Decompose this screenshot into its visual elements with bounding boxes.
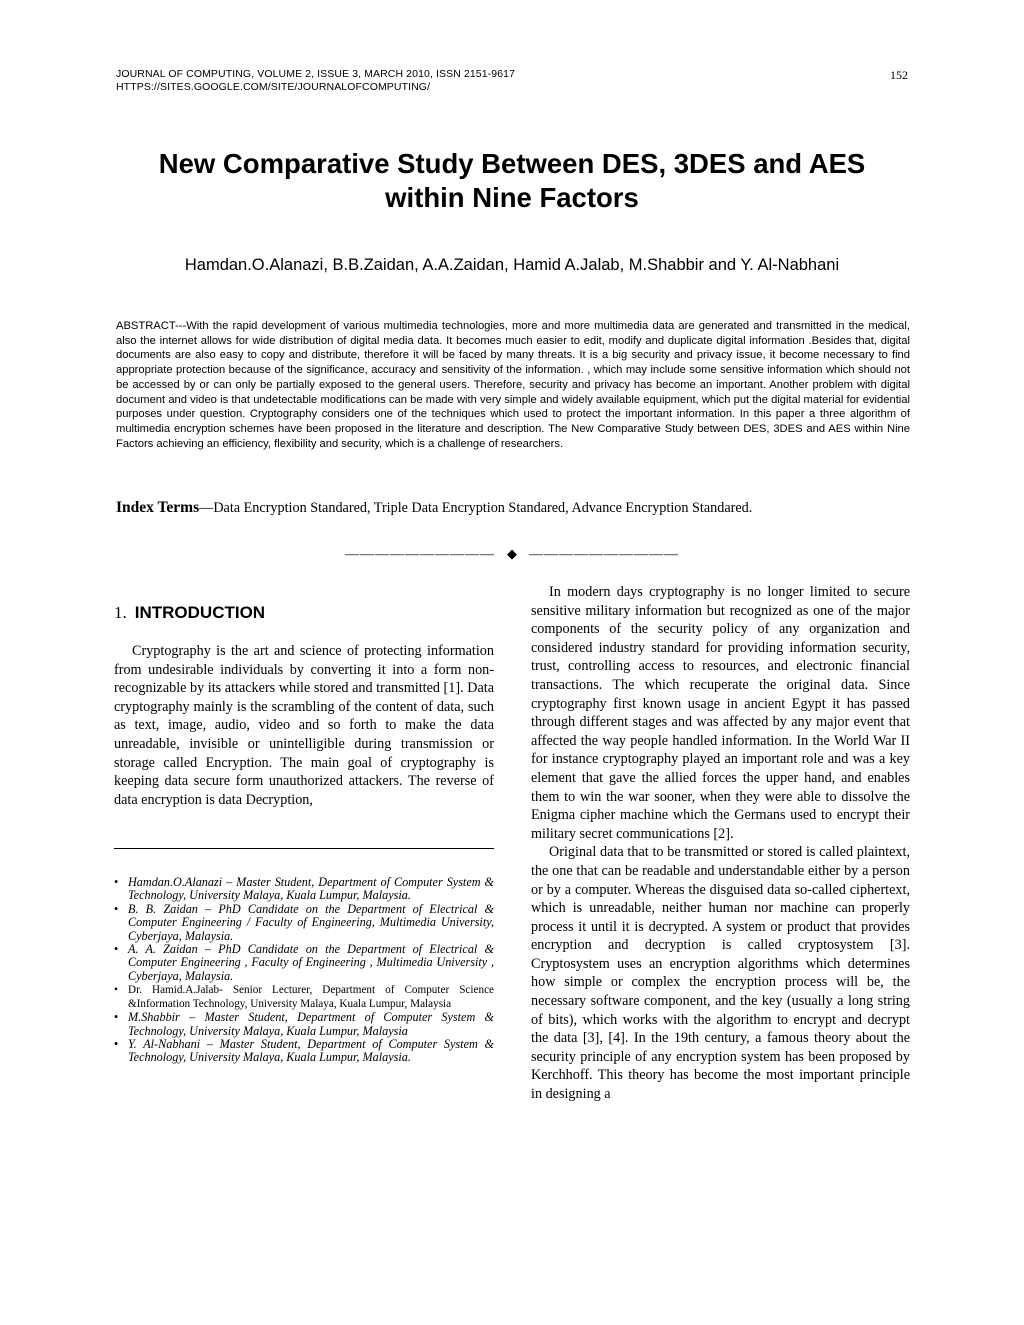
body-paragraph: Original data that to be transmitted or stored is called plaintext, the one that can be readable and understandable either by a person or by a computer. Whereas the disguised data so-called ciphertext, which is unreadable, neither human nor machine can properly process it until it is decrypted. A system or product that provides encryption and decryption is called cryptosystem [3]. Cryptosystem uses an encryption algorithms which determines how simple or complex the encryption process will be, the necessary software component, and the key (usually a long string of bits), which works with the algorithm to encrypt and decrypt the data [3], [4]. In the 19th century, a famous theory about the security principle of any encryption system has been proposed by Kerchhoff. This theory has become the most important principle in designing a [531, 844, 910, 1103]
affiliation-item: • M.Shabbir – Master Student, Department of Computer System & Technology, University Malaya, Kuala Lumpur, Malaysia [114, 1011, 494, 1038]
section-separator [116, 546, 908, 563]
paper-title [116, 147, 908, 215]
journal-url[interactable]: HTTPS://SITES.GOOGLE.COM/SITE/JOURNALOFCOMPUTING/ [116, 81, 431, 93]
author-list: Hamdan.O.Alanazi, B.B.Zaidan, A.A.Zaidan, Hamid A.Jalab, M.Shabbir and Y. Al-Nabhani [184, 256, 840, 274]
affiliation-item: • Hamdan.O.Alanazi – Master Student, Department of Computer System & Technology, University Malaya, Kuala Lumpur, Malaysia. [114, 876, 494, 903]
body-paragraph: In modern days cryptography is no longer limited to secure sensitive military information but recognized as one of the major components of the security policy of any organization and considered industry standard for providing information security, trust, controlling access to resources, and electronic financial transactions. The which recuperate the original data. Since cryptography first known usage in ancient Egypt it has passed through different stages and was affected by any major event that affected the way people handled information. In the World War II for instance cryptography played an important role and was a key element that gave the allied forces the upper hand, and enables them to win the war sooner, when they were able to dissolve the Enigma cipher machine which the Germans used to encrypt their military secret communications [2]. [531, 584, 910, 842]
section-title: INTRODUCTION [134, 603, 266, 622]
affiliation-item: • A. A. Zaidan – PhD Candidate on the Department of Electrical & Computer Engineering , Faculty of Engineering , Multimedia University , Cyberjaya, Malaysia. [114, 943, 494, 983]
index-terms-dash: — [199, 500, 214, 516]
left-column [114, 602, 494, 809]
introduction-heading [114, 602, 494, 624]
affiliation-item: • B. B. Zaidan – PhD Candidate on the Department of Electrical & Computer Engineering / Faculty of Engineering, Multimedia University, Cyberjaya, Malaysia. [114, 903, 494, 943]
separator-left-dashes: —————————— [345, 547, 495, 562]
page-number: 152 [890, 68, 908, 82]
index-terms-label: Index Terms [116, 499, 200, 516]
footnote-divider [114, 848, 494, 849]
abstract: ABSTRACT---With the rapid development of various multimedia technologies, more and more multimedia data are generated and transmitted in the medical, also the internet allows for wide distribution of digital media data. It becomes much easier to edit, modify and duplicate digital information .Besides that, digital documents are also easy to copy and distribute, therefore it will be faced by many threats. It is a big security and privacy issue, it become necessary to find appropriate protection because of the significance, accuracy and sensitivity of the information. , which may include some sensitive information which should not be accessed by or can only be partially exposed to the general users. Therefore, security and privacy has become an important. Another problem with digital document and video is that undetectable modifications can be made with very simple and widely available equipment, which put the digital material for evidential purposes under question. Cryptography considers one of the techniques which used to protect the important information. In this paper a three algorithm of multimedia encryption schemes have been proposed in the literature and description. The New Comparative Study between DES, 3DES and AES within Nine Factors achieving an efficiency, flexibility and security, which is a challenge of researchers. [116, 320, 910, 450]
separator-right-dashes: —————————— [529, 547, 679, 562]
journal-name: JOURNAL OF COMPUTING, VOLUME 2, ISSUE 3, MARCH 2010, ISSN 2151-9617 [116, 68, 516, 80]
paper-title-line-2: within Nine Factors [385, 182, 639, 213]
diamond-icon: ◆ [507, 546, 517, 561]
index-terms [116, 499, 916, 517]
right-column [531, 583, 910, 1104]
introduction-paragraph: Cryptography is the art and science of protecting information from undesirable individuals by converting it into a form non-recognizable by its attackers while stored and transmitted [1]. Data cryptography mainly is the scrambling of the content of data, such as text, image, audio, video and so forth to make the data unreadable, invisible or unintelligible during transmission or storage called Encryption. The main goal of cryptography is keeping data secure form unauthorized attackers. The reverse of data encryption is data Decryption, [114, 643, 494, 808]
affiliation-item: • Dr. Hamid.A.Jalab- Senior Lecturer, Department of Computer Science &Information Technology, University Malaya, Kuala Lumpur, Malaysia [114, 983, 494, 1011]
author-affiliations [114, 876, 494, 1065]
section-number: 1. [114, 603, 127, 622]
affiliation-item: • Y. Al-Nabhani – Master Student, Department of Computer System & Technology, University Malaya, Kuala Lumpur, Malaysia. [114, 1038, 494, 1065]
journal-header [116, 68, 515, 94]
paper-title-line-1: New Comparative Study Between DES, 3DES and AES [158, 148, 866, 179]
index-terms-text: Data Encryption Standared, Triple Data Encryption Standared, Advance Encryption Standared. [213, 500, 753, 516]
